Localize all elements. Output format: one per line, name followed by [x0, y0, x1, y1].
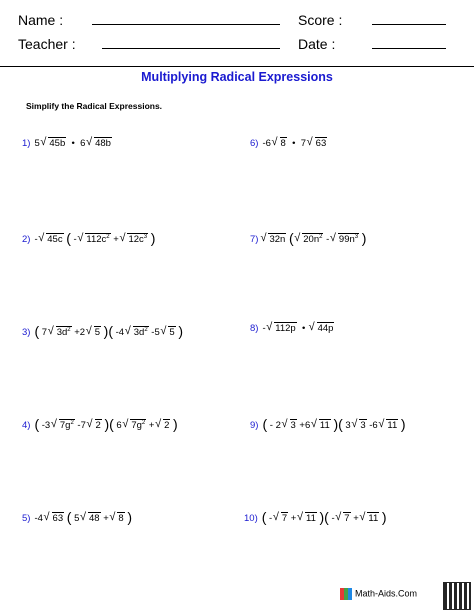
problem-number: 2): [22, 234, 31, 245]
problem-4: 4) ( -3 √ $7g^2$ -7 √ 2 )( 6 √ $7g^2$ + √ 2 ): [22, 416, 178, 432]
name-field[interactable]: [92, 24, 280, 25]
footer-brand: [340, 588, 417, 600]
score-label: Score :: [298, 12, 343, 28]
problem-6: 6) -6 √ 8 • 7 √ 63: [250, 138, 327, 149]
score-field[interactable]: [372, 24, 446, 25]
problem-number: 5): [22, 513, 31, 524]
problem-number: 6): [250, 138, 259, 149]
problem-7: 7)√ 32n ( √ $20n^2$ - √ $99n^3$ ): [250, 230, 366, 246]
instructions: Simplify the Radical Expressions.: [26, 101, 163, 111]
math-aids-logo-icon: [340, 588, 352, 600]
problem-number: 4): [22, 420, 31, 431]
problem-number: 8): [250, 323, 259, 334]
qr-code-icon: [443, 582, 471, 610]
problem-5: 5) -4 √ 63 ( 5 √ 48 + √ 8 ): [22, 509, 132, 525]
teacher-label: Teacher :: [18, 36, 76, 52]
problem-3: 3) ( 7 √ $3d^2 +2$ √ 5 )( -4 √ $3d^2$ -5 √ 5 ): [22, 323, 183, 339]
date-label: Date :: [298, 36, 336, 52]
problem-number: 3): [22, 327, 31, 338]
problem-9: 9) ( - 2 √ 3 +6 √ 11 )( 3 √ 3 -6 √ 11 ): [250, 416, 406, 432]
problem-number: 10): [244, 513, 258, 524]
problem-10: 10) ( - √ 7 + √ 11 )( - √ 7 + √ 11 ): [244, 509, 387, 525]
problem-number: 9): [250, 420, 259, 431]
teacher-field[interactable]: [102, 48, 280, 49]
name-label: Name :: [18, 12, 64, 28]
worksheet-title: Multiplying Radical Expressions: [141, 70, 333, 84]
date-field[interactable]: [372, 48, 446, 49]
problem-2: 2) - √ 45c ( - √ $112c^2$ + √ $12c^3$ ): [22, 230, 155, 246]
problem-1: 1) 5 √ 45b • 6 √ 48b: [22, 138, 112, 149]
problem-number: 1): [22, 138, 31, 149]
problem-8: 8) - √ 112p • √ 44p: [250, 323, 334, 334]
brand-text: Math-Aids.Com: [355, 588, 418, 599]
header-divider: [0, 66, 474, 67]
problem-number: 7): [250, 234, 259, 245]
